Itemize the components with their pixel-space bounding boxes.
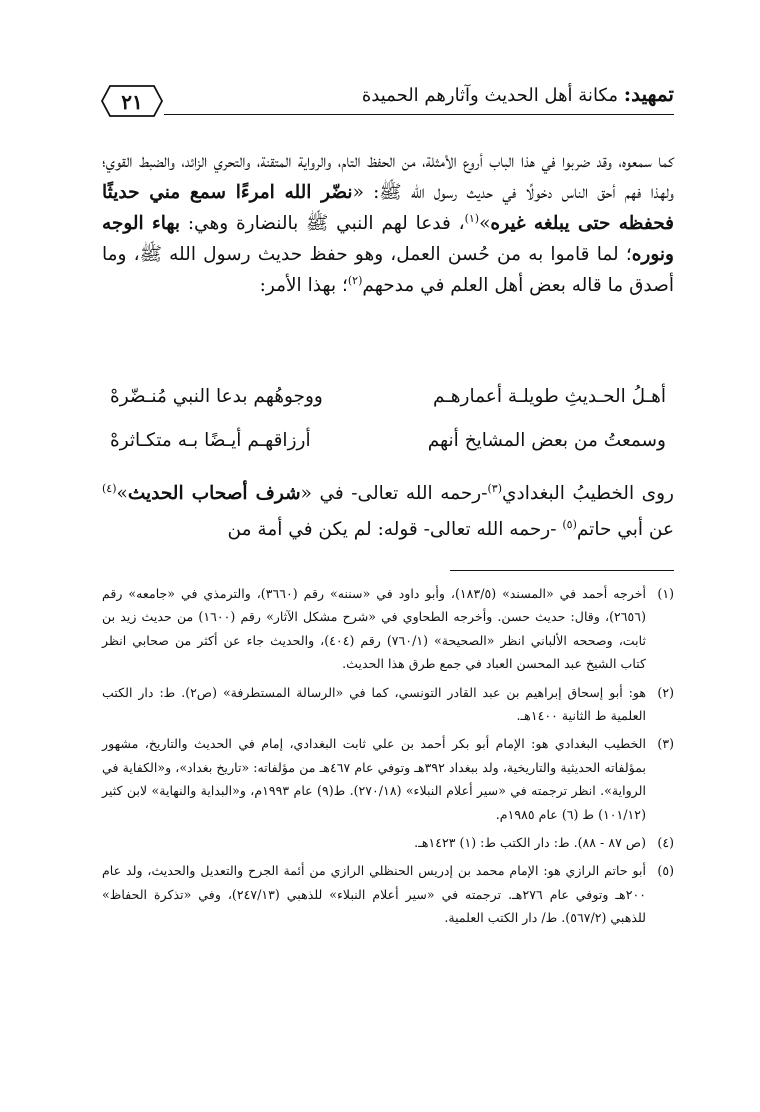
text-run: » — [116, 483, 128, 504]
poem — [110, 386, 666, 474]
text-run: » — [479, 213, 491, 234]
verse-first-half: أهـلُ الحـديثِ طويلـة أعمارهـم — [433, 386, 666, 407]
footnote — [102, 831, 674, 854]
chapter-title-lead: تمهيد: — [623, 82, 674, 106]
footnote-number: (١) — [657, 586, 674, 601]
text-run: عن أبي حاتم — [576, 519, 674, 540]
page-number-frame — [100, 84, 164, 118]
footnote-number: (٢) — [657, 684, 674, 700]
footnote-number: (٣) — [657, 736, 674, 752]
footnote-text: أخرجه أحمد في «المسند» (١٨٣/٥)، وأبو داود في «سننه» رقم (٣٦٦٠)، والترمذي في «جامعه» رقم (٢٦٥٦)، وقال: حديث حسن. وأخرجه الطحاوي في «شرح مشكل الآثار» رقم (١٦٠٠) من حديث زيد بن ثابت، وصححه الألباني انظر «الصحيحة» (٧٦٠/١) رقم (٤٠٤)، والحديث جاء عن أكثر من صحابي انظر كتاب الشيخ عبد المحسن العباد في جمع طرق هذا الحديث. — [102, 586, 646, 672]
text-run: ؛ لما قاموا به من حُسن العمل، وهو حفظ حديث رسول الله ﷺ، وما أصدق ما قاله بعض أهل العلم في مدحهم — [102, 244, 674, 296]
text-run: روى الخطيبُ البغدادي — [502, 483, 674, 504]
footnote — [102, 859, 674, 929]
page-header — [100, 76, 674, 126]
page-number: ٢١ — [121, 90, 143, 114]
main-paragraph — [102, 146, 674, 301]
footnote-ref-3[interactable]: (٣) — [487, 481, 503, 495]
text-run: -رحمه الله تعالى- قوله: لم يكن في أمة من — [227, 519, 563, 540]
hadith-quote: نضّر الله امرءًا سمع مني حديثًا فحفظه حتى يبلغه غيره — [102, 182, 674, 234]
footnote-number: (٥) — [657, 863, 674, 879]
bold-phrase: بهاء الوجه ونوره — [102, 213, 674, 265]
footnote-ref-1[interactable]: (١) — [464, 211, 480, 225]
book-title: شرف أصحاب الحديث — [127, 483, 301, 504]
footnote-text: (ص ٨٧ - ٨٨). ط: دار الكتب ط: (١) ١٤٢٣هـ. — [414, 835, 646, 851]
poem-verse — [110, 430, 666, 474]
verse-second-half: ووجوهُهم بدعا النبي مُنـضّرهْ — [110, 386, 323, 407]
chapter-title — [362, 82, 674, 106]
footnote — [102, 732, 674, 826]
footnote-ref-5[interactable]: (٥) — [562, 517, 577, 531]
verse-second-half: أرزاقهـم أيـضًا بـه متكـاثرهْ — [110, 430, 311, 451]
paragraph-1 — [102, 146, 674, 301]
chapter-title-text: مكانة أهل الحديث وآثارهم الحميدة — [361, 85, 624, 106]
footnote-separator — [450, 570, 674, 571]
footnote-text: هو: أبو إسحاق إبراهيم بن عبد القادر التونسي، كما في «الرسالة المستطرفة» (ص٢). ط: دار الكتب العلمية ط الثانية ١٤٠٠هـ. — [102, 684, 647, 724]
text-run: -رحمه الله تعالى- في « — [300, 483, 488, 504]
text-run: ، فدعا لهم النبي ﷺ بالنضارة وهي: — [180, 213, 465, 234]
footnote — [102, 681, 674, 728]
footnotes — [102, 582, 674, 935]
header-rule — [100, 114, 674, 115]
footnote — [102, 582, 674, 676]
verse-first-half: وسمعتُ من بعض المشايخ أنهم — [427, 430, 666, 451]
footnote-text: أبو حاتم الرازي هو: الإمام محمد بن إدريس الحنظلي الرازي من أئمة الجرح والتعديل والحديث، ولد عام ٢٠٠هـ وتوفي عام ٢٧٦هـ. ترجمته في «سير أعلام النبلاء» للذهبي (٢٤٧/١٣)، وفي «تذكرة الحفاظ» للذهبي (٥٦٧/٢). ط/ دار الكتب العلمية. — [102, 863, 646, 926]
text-run: ؛ بهذا الأمر: — [259, 275, 348, 296]
poem-verse — [110, 386, 666, 430]
footnote-ref-2[interactable]: (٢) — [347, 273, 363, 287]
footnote-ref-4[interactable]: (٤) — [102, 481, 117, 495]
text-run: كما سمعوه، وقد ضربوا في هذا الباب أروع الأمثلة، من الحفظ التام، والرواية المتقنة، والتحري الزائد، والضبط القوي؛ ولهذا فهم أحق الناس دخولًا في حديث رسول الله ﷺ: « — [102, 151, 674, 203]
footnote-number: (٤) — [657, 835, 674, 851]
paragraph-2 — [102, 476, 674, 548]
footnote-text: الخطيب البغدادي هو: الإمام أبو بكر أحمد بن علي ثابت البغدادي، إمام في الحديث والتاريخ، مشهور بمؤلفاته الحديثية والتاريخية، ولد ببغداد ٣٩٢هـ وتوفي عام ٤٦٧هـ من مؤلفاته: «تاريخ بغداد»، و«الكفاية في الرواية». انظر ترجمته في «سير أعلام النبلاء» (٢٧٠/١٨). ط(٩) عام ١٩٩٣م، و«البداية والنهاية» لابن كثير (١٠١/١٢) ط (٦) عام ١٩٨٥م. — [102, 736, 646, 822]
